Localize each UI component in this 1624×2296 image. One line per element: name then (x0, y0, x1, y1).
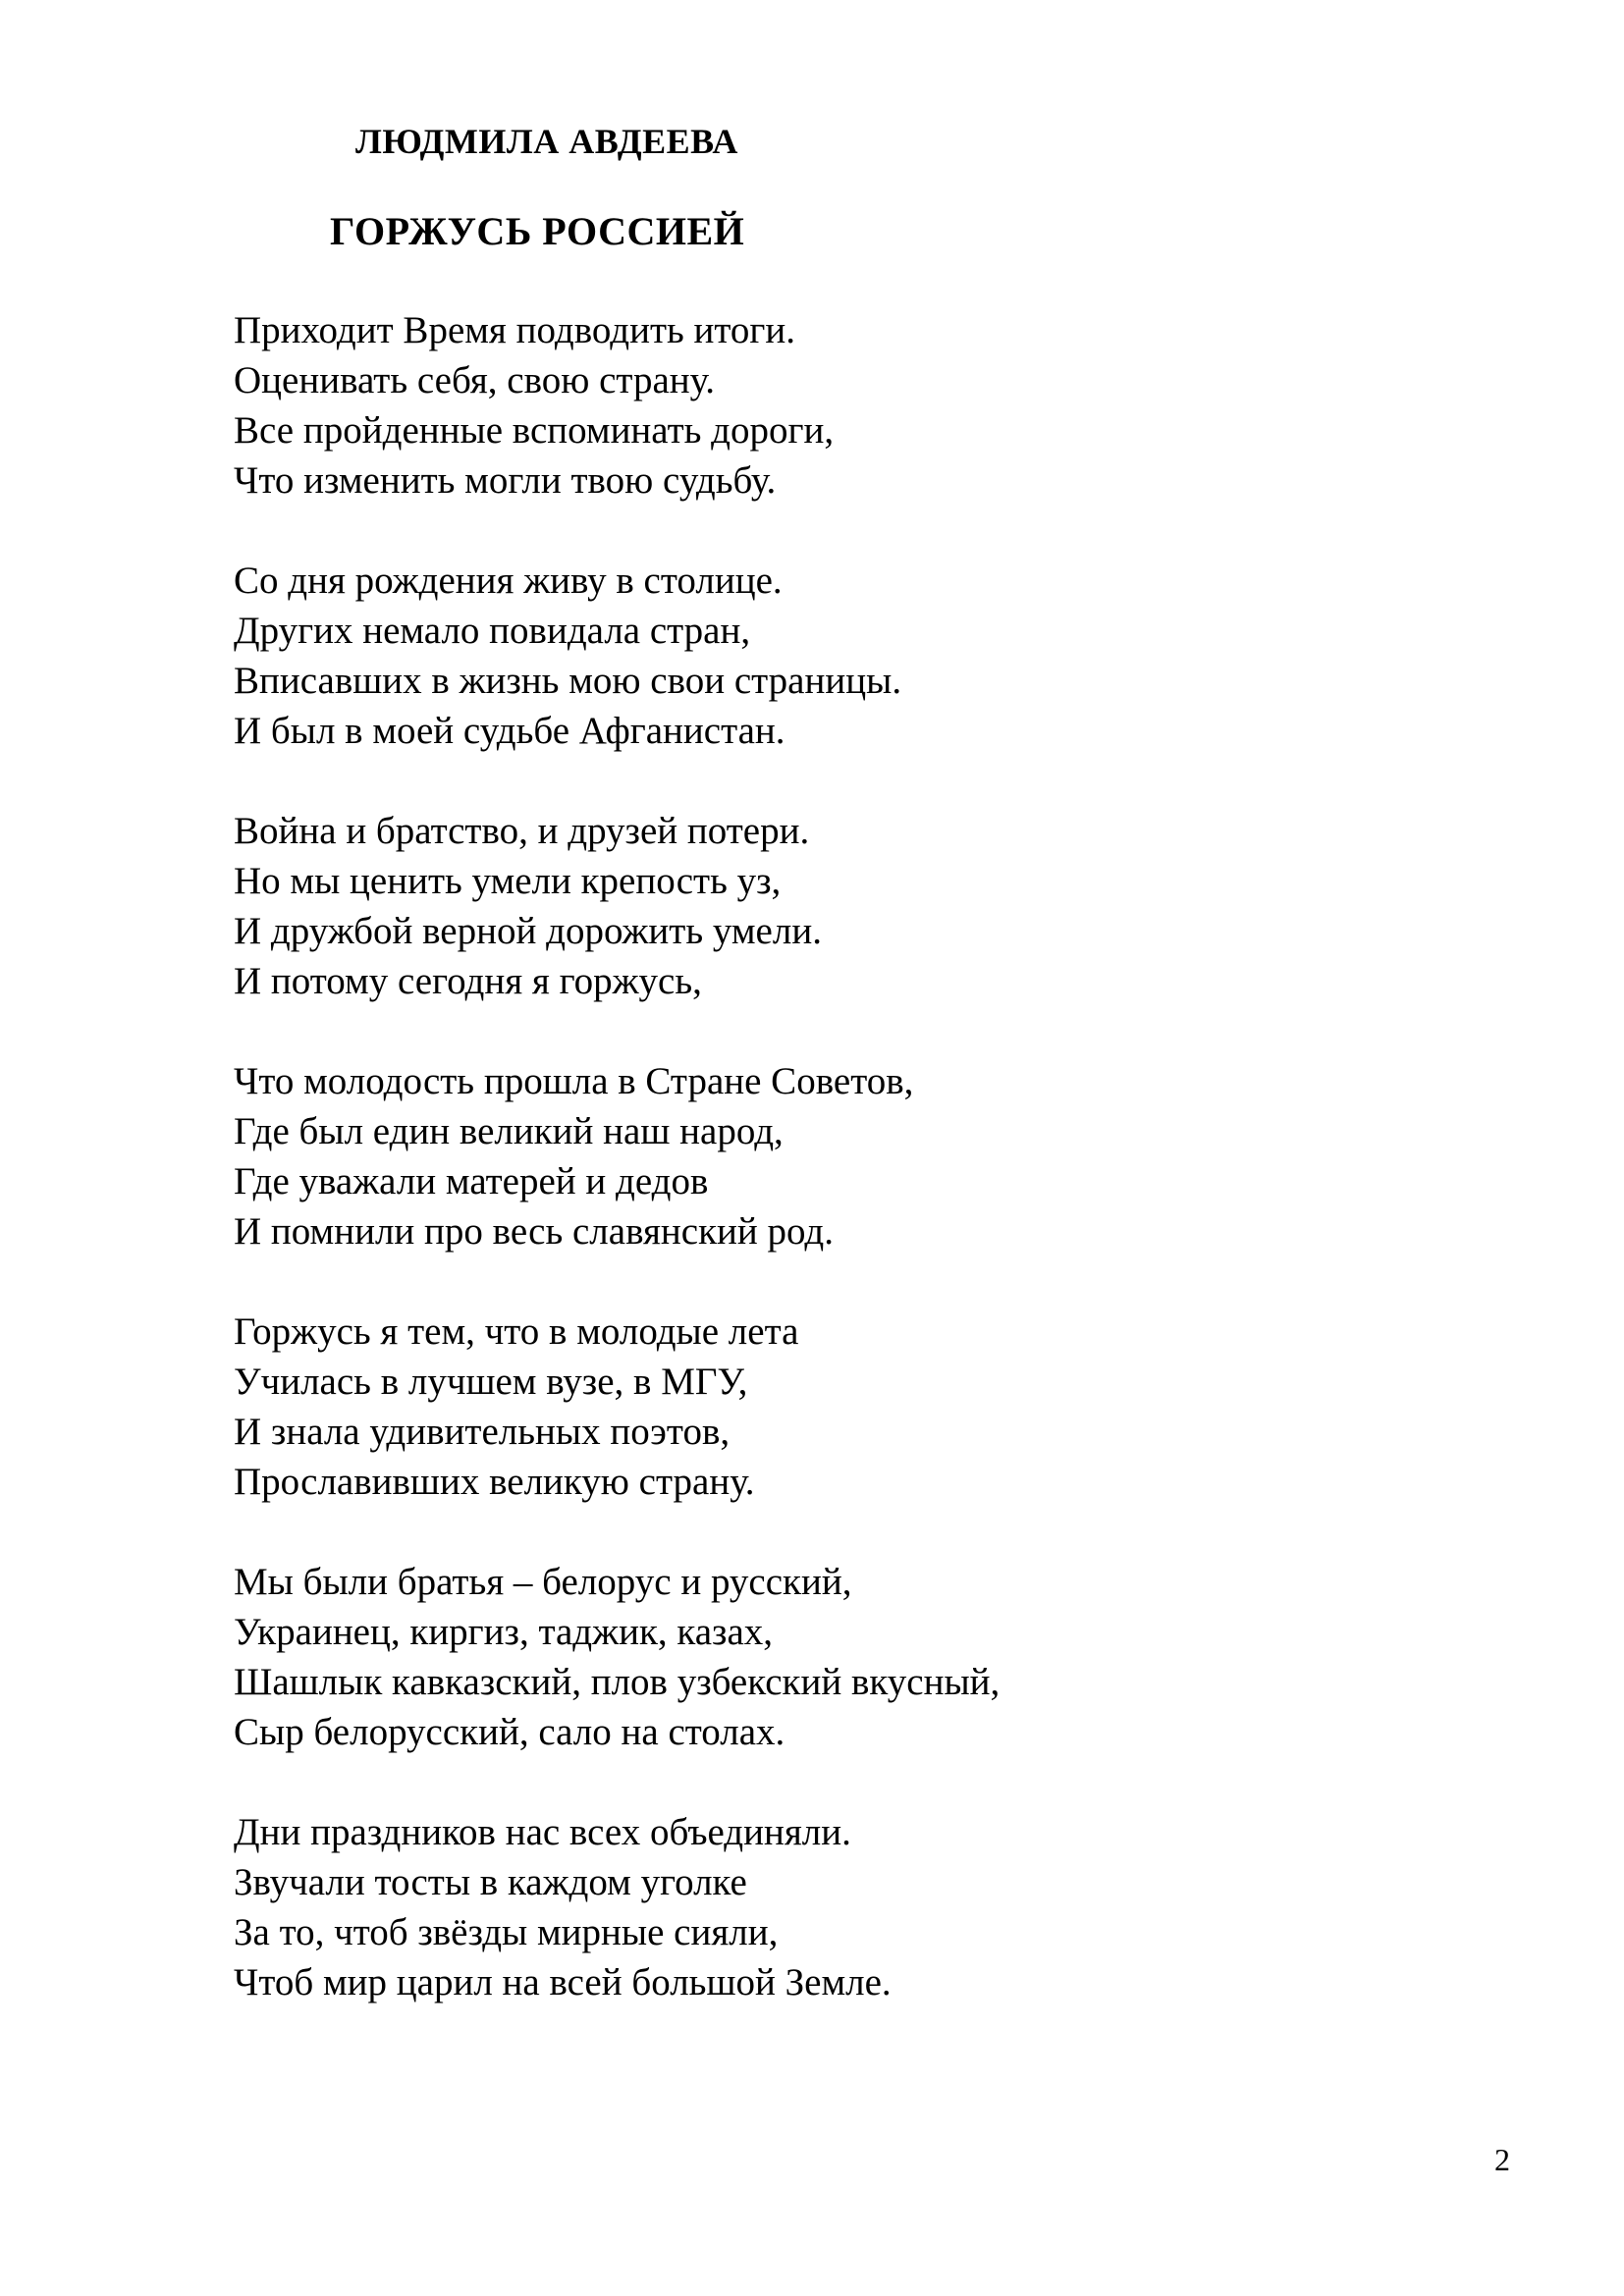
stanza-2 (234, 556, 1510, 756)
poem-body (234, 305, 1510, 2057)
poem-line: Прославивших великую страну. (234, 1461, 755, 1503)
poem-line: Других немало повидала стран, (234, 610, 751, 652)
poem-line: Горжусь я тем, что в молодые лета (234, 1310, 799, 1353)
poem-line: Война и братство, и друзей потери. (234, 810, 810, 852)
poem-line: Где был един великий наш народ, (234, 1110, 784, 1152)
poem-line: И дружбой верной дорожить умели. (234, 910, 822, 952)
poem-line: Но мы ценить умели крепость уз, (234, 860, 782, 902)
poem-line: За то, чтоб звёзды мирные сияли, (234, 1911, 779, 1953)
poem-line: Мы были братья – белорус и русский, (234, 1561, 852, 1603)
stanza-7 (234, 1807, 1510, 2007)
poem-line: Сыр белорусский, сало на столах. (234, 1711, 785, 1753)
poem-line: Что молодость прошла в Стране Советов, (234, 1060, 914, 1102)
poem-line: Все пройденные вспоминать дороги, (234, 409, 835, 452)
stanza-4 (234, 1056, 1510, 1256)
author-name: ЛЮДМИЛА АВДЕЕВА (355, 122, 738, 161)
poem-line: Что изменить могли твою судьбу. (234, 459, 777, 502)
poem-line: Звучали тосты в каждом уголке (234, 1861, 747, 1903)
poem-line: Училась в лучшем вузе, в МГУ, (234, 1361, 748, 1403)
poem-line: И был в моей судьбе Афганистан. (234, 710, 785, 752)
stanza-6 (234, 1557, 1510, 1757)
poem-line: Где уважали матерей и дедов (234, 1160, 709, 1202)
page-number: 2 (1494, 2142, 1510, 2177)
poem-line: Шашлык кавказский, плов узбекский вкусный, (234, 1661, 1001, 1703)
poem-line: И потому сегодня я горжусь, (234, 960, 702, 1002)
poem-line: Украинец, киргиз, таджик, казах, (234, 1611, 774, 1653)
poem-line: Чтоб мир царил на всей большой Земле. (234, 1961, 892, 2003)
poem-line: Со дня рождения живу в столице. (234, 560, 783, 602)
poem-line: И знала удивительных поэтов, (234, 1411, 731, 1453)
stanza-5 (234, 1307, 1510, 1507)
poem-title: ГОРЖУСЬ РОССИЕЙ (330, 209, 745, 253)
poem-line: Дни праздников нас всех объединяли. (234, 1811, 851, 1853)
stanza-1 (234, 305, 1510, 506)
poem-line: Приходит Время подводить итоги. (234, 309, 796, 351)
poem-line: Вписавших в жизнь мою свои страницы. (234, 660, 902, 702)
stanza-3 (234, 806, 1510, 1006)
poem-line: И помнили про весь славянский род. (234, 1210, 834, 1253)
poem-line: Оценивать себя, свою страну. (234, 359, 715, 401)
